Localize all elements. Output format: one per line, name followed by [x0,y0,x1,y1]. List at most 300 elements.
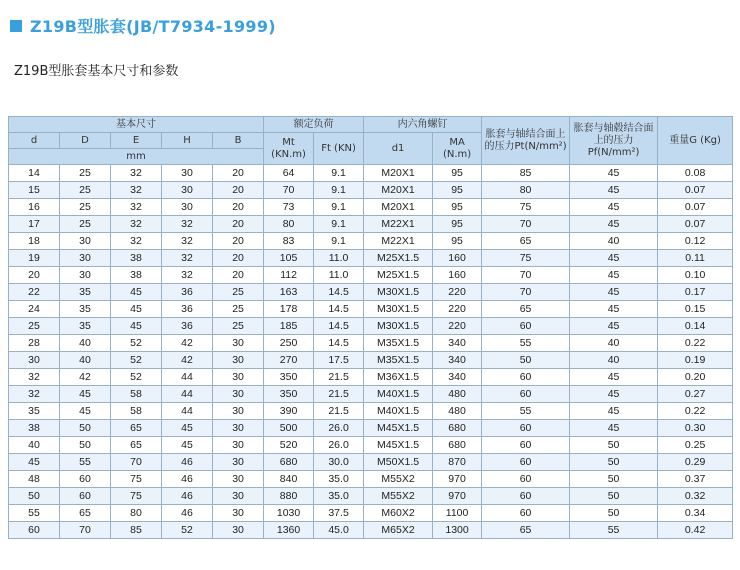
header-E: E [111,133,162,149]
header-mt: Mt (KN.m) [264,133,314,165]
cell-mt: 270 [264,352,314,369]
cell-ft: 14.5 [314,335,364,352]
cell-B: 30 [213,471,264,488]
cell-weight: 0.08 [658,165,733,182]
cell-ft: 21.5 [314,386,364,403]
cell-B: 20 [213,165,264,182]
cell-d: 55 [9,505,60,522]
cell-pt: 60 [482,386,570,403]
cell-pf: 45 [570,403,658,420]
cell-mt: 840 [264,471,314,488]
cell-E: 32 [111,182,162,199]
cell-ma: 870 [433,454,482,471]
cell-H: 46 [162,488,213,505]
cell-d1: M45X1.5 [364,420,433,437]
cell-H: 44 [162,403,213,420]
cell-B: 30 [213,335,264,352]
cell-B: 30 [213,488,264,505]
header-basic-size: 基本尺寸 [9,117,264,133]
cell-weight: 0.15 [658,301,733,318]
cell-H: 46 [162,505,213,522]
cell-E: 85 [111,522,162,539]
cell-pt: 60 [482,488,570,505]
cell-D: 45 [60,386,111,403]
cell-E: 45 [111,301,162,318]
cell-H: 46 [162,471,213,488]
cell-d: 45 [9,454,60,471]
cell-d: 28 [9,335,60,352]
header-ft: Ft (KN) [314,133,364,165]
cell-d: 22 [9,284,60,301]
cell-ma: 680 [433,437,482,454]
cell-D: 35 [60,301,111,318]
cell-B: 20 [213,267,264,284]
cell-D: 25 [60,165,111,182]
table-row [9,420,733,437]
cell-ft: 21.5 [314,403,364,420]
cell-d1: M60X2 [364,505,433,522]
cell-d1: M40X1.5 [364,403,433,420]
spec-table-body [9,165,733,539]
cell-D: 42 [60,369,111,386]
page-title: Z19B型胀套(JB/T7934-1999) [30,17,276,36]
cell-d: 15 [9,182,60,199]
cell-E: 32 [111,165,162,182]
cell-pf: 40 [570,233,658,250]
title-square-icon [10,20,22,32]
cell-weight: 0.07 [658,182,733,199]
cell-ft: 11.0 [314,267,364,284]
cell-H: 32 [162,267,213,284]
cell-weight: 0.32 [658,488,733,505]
cell-mt: 520 [264,437,314,454]
cell-D: 55 [60,454,111,471]
cell-D: 60 [60,488,111,505]
table-row [9,301,733,318]
cell-weight: 0.19 [658,352,733,369]
cell-H: 32 [162,233,213,250]
cell-d: 48 [9,471,60,488]
cell-E: 70 [111,454,162,471]
cell-weight: 0.34 [658,505,733,522]
table-row [9,199,733,216]
cell-pf: 50 [570,437,658,454]
cell-ft: 9.1 [314,182,364,199]
cell-ma: 95 [433,199,482,216]
cell-mt: 390 [264,403,314,420]
cell-ft: 9.1 [314,216,364,233]
cell-d1: M35X1.5 [364,335,433,352]
cell-d1: M22X1 [364,216,433,233]
cell-mt: 70 [264,182,314,199]
cell-pt: 60 [482,318,570,335]
cell-pf: 45 [570,369,658,386]
table-row [9,216,733,233]
header-hub-pressure: 胀套与轴毂结合面上的压力Pf(N/mm²) [570,117,658,165]
cell-ft: 14.5 [314,301,364,318]
cell-H: 52 [162,522,213,539]
cell-weight: 0.22 [658,335,733,352]
cell-B: 20 [213,199,264,216]
cell-d1: M25X1.5 [364,250,433,267]
table-row [9,335,733,352]
cell-H: 30 [162,199,213,216]
cell-B: 25 [213,284,264,301]
cell-ma: 1100 [433,505,482,522]
cell-H: 46 [162,454,213,471]
cell-E: 52 [111,369,162,386]
cell-H: 45 [162,420,213,437]
cell-mt: 250 [264,335,314,352]
cell-pf: 50 [570,471,658,488]
cell-D: 60 [60,471,111,488]
header-rated-load: 额定负荷 [264,117,364,133]
cell-E: 32 [111,199,162,216]
cell-H: 42 [162,335,213,352]
cell-B: 20 [213,250,264,267]
cell-d: 18 [9,233,60,250]
table-row [9,233,733,250]
cell-H: 36 [162,284,213,301]
cell-ft: 35.0 [314,471,364,488]
cell-ma: 680 [433,420,482,437]
cell-weight: 0.20 [658,369,733,386]
cell-d1: M45X1.5 [364,437,433,454]
cell-d1: M20X1 [364,199,433,216]
cell-d1: M30X1.5 [364,301,433,318]
cell-weight: 0.29 [658,454,733,471]
cell-pt: 60 [482,471,570,488]
cell-B: 30 [213,522,264,539]
cell-ft: 17.5 [314,352,364,369]
cell-ma: 340 [433,335,482,352]
cell-ft: 9.1 [314,165,364,182]
table-row [9,471,733,488]
table-row [9,352,733,369]
cell-pt: 60 [482,505,570,522]
cell-pf: 45 [570,267,658,284]
cell-mt: 1360 [264,522,314,539]
cell-B: 20 [213,233,264,250]
cell-ft: 9.1 [314,199,364,216]
cell-B: 30 [213,403,264,420]
cell-mt: 163 [264,284,314,301]
cell-B: 30 [213,454,264,471]
cell-d: 20 [9,267,60,284]
table-row [9,437,733,454]
cell-B: 30 [213,352,264,369]
table-row [9,505,733,522]
cell-pf: 40 [570,352,658,369]
cell-ma: 340 [433,352,482,369]
cell-mt: 73 [264,199,314,216]
cell-mt: 178 [264,301,314,318]
cell-d: 40 [9,437,60,454]
cell-B: 30 [213,505,264,522]
cell-pt: 80 [482,182,570,199]
cell-D: 70 [60,522,111,539]
cell-E: 32 [111,216,162,233]
cell-D: 25 [60,216,111,233]
cell-ma: 160 [433,267,482,284]
cell-ft: 26.0 [314,437,364,454]
header-H: H [162,133,213,149]
cell-ma: 970 [433,488,482,505]
cell-d1: M55X2 [364,488,433,505]
cell-weight: 0.37 [658,471,733,488]
cell-pf: 45 [570,386,658,403]
cell-B: 20 [213,216,264,233]
cell-d1: M20X1 [364,165,433,182]
cell-D: 35 [60,318,111,335]
cell-E: 58 [111,403,162,420]
cell-D: 30 [60,267,111,284]
cell-d1: M22X1 [364,233,433,250]
header-d: d [9,133,60,149]
table-row [9,369,733,386]
cell-B: 30 [213,386,264,403]
cell-pt: 60 [482,437,570,454]
cell-pf: 45 [570,250,658,267]
cell-D: 40 [60,335,111,352]
cell-mt: 112 [264,267,314,284]
cell-pt: 65 [482,233,570,250]
cell-pf: 45 [570,182,658,199]
cell-D: 45 [60,403,111,420]
cell-ft: 21.5 [314,369,364,386]
cell-B: 30 [213,420,264,437]
table-row [9,522,733,539]
cell-pt: 75 [482,250,570,267]
cell-weight: 0.17 [658,284,733,301]
cell-d: 19 [9,250,60,267]
cell-pt: 85 [482,165,570,182]
cell-E: 45 [111,318,162,335]
cell-pt: 50 [482,352,570,369]
cell-ma: 95 [433,165,482,182]
cell-mt: 350 [264,386,314,403]
cell-d1: M40X1.5 [364,386,433,403]
table-row [9,267,733,284]
cell-ma: 480 [433,386,482,403]
cell-E: 32 [111,233,162,250]
cell-ft: 37.5 [314,505,364,522]
cell-ma: 220 [433,284,482,301]
cell-d: 14 [9,165,60,182]
cell-weight: 0.07 [658,216,733,233]
cell-E: 45 [111,284,162,301]
cell-weight: 0.30 [658,420,733,437]
cell-weight: 0.10 [658,267,733,284]
header-B: B [213,133,264,149]
cell-pt: 60 [482,454,570,471]
cell-d1: M65X2 [364,522,433,539]
header-ma: MA (N.m) [433,133,482,165]
title-row [10,14,276,37]
cell-E: 38 [111,267,162,284]
cell-pf: 45 [570,318,658,335]
cell-pt: 70 [482,267,570,284]
cell-B: 25 [213,301,264,318]
cell-mt: 350 [264,369,314,386]
cell-d: 30 [9,352,60,369]
header-hex-screw: 内六角螺钉 [364,117,482,133]
cell-pf: 55 [570,522,658,539]
cell-d: 32 [9,369,60,386]
cell-E: 52 [111,335,162,352]
table-row [9,165,733,182]
cell-pt: 60 [482,369,570,386]
cell-pt: 75 [482,199,570,216]
cell-pf: 45 [570,284,658,301]
cell-D: 50 [60,420,111,437]
cell-weight: 0.07 [658,199,733,216]
cell-d1: M30X1.5 [364,318,433,335]
cell-ma: 1300 [433,522,482,539]
header-weight: 重量G (Kg) [658,117,733,165]
cell-mt: 1030 [264,505,314,522]
cell-H: 36 [162,318,213,335]
cell-D: 30 [60,250,111,267]
cell-H: 44 [162,369,213,386]
cell-d: 24 [9,301,60,318]
cell-weight: 0.25 [658,437,733,454]
cell-H: 32 [162,250,213,267]
cell-pf: 40 [570,335,658,352]
cell-weight: 0.42 [658,522,733,539]
cell-H: 36 [162,301,213,318]
cell-mt: 83 [264,233,314,250]
cell-pt: 70 [482,284,570,301]
table-row [9,250,733,267]
cell-mt: 880 [264,488,314,505]
header-D: D [60,133,111,149]
cell-ft: 26.0 [314,420,364,437]
header-unit-mm: mm [9,149,264,165]
cell-ma: 95 [433,216,482,233]
cell-weight: 0.11 [658,250,733,267]
cell-ma: 480 [433,403,482,420]
cell-D: 35 [60,284,111,301]
cell-d: 50 [9,488,60,505]
cell-pf: 45 [570,165,658,182]
cell-pt: 70 [482,216,570,233]
cell-D: 30 [60,233,111,250]
cell-weight: 0.12 [658,233,733,250]
cell-pf: 50 [570,454,658,471]
cell-mt: 105 [264,250,314,267]
header-shaft-pressure: 胀套与轴结合面上的压力Pt(N/mm²) [482,117,570,165]
cell-E: 75 [111,488,162,505]
cell-mt: 185 [264,318,314,335]
cell-d1: M55X2 [364,471,433,488]
cell-E: 38 [111,250,162,267]
cell-ft: 14.5 [314,318,364,335]
cell-ma: 160 [433,250,482,267]
cell-E: 65 [111,420,162,437]
cell-mt: 64 [264,165,314,182]
table-row [9,284,733,301]
cell-E: 75 [111,471,162,488]
cell-ma: 95 [433,233,482,250]
cell-pt: 55 [482,335,570,352]
cell-d: 25 [9,318,60,335]
cell-d: 38 [9,420,60,437]
cell-d: 35 [9,403,60,420]
cell-pt: 60 [482,420,570,437]
cell-d1: M36X1.5 [364,369,433,386]
cell-d1: M30X1.5 [364,284,433,301]
cell-d1: M20X1 [364,182,433,199]
cell-ft: 30.0 [314,454,364,471]
cell-pt: 65 [482,301,570,318]
cell-D: 40 [60,352,111,369]
cell-d1: M35X1.5 [364,352,433,369]
cell-ma: 220 [433,301,482,318]
cell-pf: 50 [570,505,658,522]
cell-pf: 45 [570,420,658,437]
cell-D: 50 [60,437,111,454]
cell-H: 32 [162,216,213,233]
cell-H: 30 [162,165,213,182]
cell-ma: 340 [433,369,482,386]
cell-D: 25 [60,199,111,216]
cell-mt: 680 [264,454,314,471]
header-d1: d1 [364,133,433,165]
cell-d1: M50X1.5 [364,454,433,471]
cell-ma: 95 [433,182,482,199]
cell-H: 44 [162,386,213,403]
table-row [9,386,733,403]
cell-H: 42 [162,352,213,369]
cell-d: 32 [9,386,60,403]
cell-B: 20 [213,182,264,199]
cell-ft: 35.0 [314,488,364,505]
cell-D: 65 [60,505,111,522]
table-row [9,454,733,471]
cell-ft: 45.0 [314,522,364,539]
cell-d: 16 [9,199,60,216]
cell-B: 25 [213,318,264,335]
cell-d1: M25X1.5 [364,267,433,284]
cell-H: 30 [162,182,213,199]
cell-E: 58 [111,386,162,403]
cell-ft: 11.0 [314,250,364,267]
table-row [9,488,733,505]
cell-ft: 9.1 [314,233,364,250]
cell-B: 30 [213,369,264,386]
cell-ma: 220 [433,318,482,335]
cell-ft: 14.5 [314,284,364,301]
cell-pf: 45 [570,199,658,216]
cell-pt: 55 [482,403,570,420]
cell-D: 25 [60,182,111,199]
cell-pt: 65 [482,522,570,539]
cell-mt: 80 [264,216,314,233]
cell-E: 65 [111,437,162,454]
cell-B: 30 [213,437,264,454]
cell-H: 45 [162,437,213,454]
cell-pf: 45 [570,301,658,318]
table-caption: Z19B型胀套基本尺寸和参数 [14,64,179,79]
table-row [9,403,733,420]
cell-mt: 500 [264,420,314,437]
cell-weight: 0.14 [658,318,733,335]
spec-table [8,116,733,539]
table-row [9,182,733,199]
cell-E: 52 [111,352,162,369]
cell-ma: 970 [433,471,482,488]
